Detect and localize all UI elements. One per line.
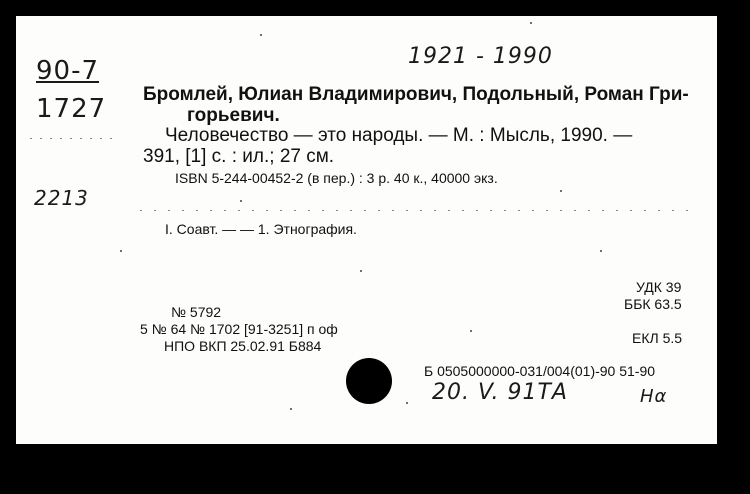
imprint-order-line: 5 № 64 № 1702 [91-3251] п оф [140, 321, 338, 337]
dotted-rule [30, 138, 120, 139]
author-heading-line1: Бромлей, Юлиан Владимирович, Подольный, Роман Гри- [143, 84, 689, 105]
speck [360, 270, 362, 272]
speck [560, 190, 562, 192]
speck [600, 250, 602, 252]
udk-code: УДК 39 [636, 279, 682, 295]
handwritten-initials: Нα [640, 386, 668, 407]
title-line2: 391, [1] с. : ил.; 27 см. [143, 146, 335, 167]
isbn-line: ISBN 5-244-00452-2 (в пер.) : 3 р. 40 к., 40000 экз. [175, 170, 498, 186]
speck [290, 408, 292, 410]
dotted-rule [140, 210, 700, 211]
speck [240, 200, 242, 202]
card-punch-hole [346, 358, 392, 404]
bbk-code: ББК 63.5 [624, 296, 682, 312]
speck [470, 330, 472, 332]
author-heading-line2: горьевич. [187, 105, 280, 126]
handwritten-mark-left: 2213 [34, 186, 89, 210]
handwritten-call-number-top: 90-7 [36, 56, 100, 86]
imprint-npo-line: НПО ВКП 25.02.91 Б884 [164, 338, 322, 354]
title-line1: Человечество — это народы. — М. : Мысль, 1990. — [165, 125, 633, 146]
speck [260, 34, 262, 36]
speck [120, 250, 122, 252]
imprint-number: № 5792 [171, 304, 222, 320]
ekl-code: ЕКЛ 5.5 [632, 330, 683, 346]
handwritten-date-stamp: 20. V. 91ТА [432, 380, 568, 405]
speck [530, 22, 532, 24]
speck [406, 402, 408, 404]
handwritten-years: 1921 - 1990 [408, 44, 553, 69]
subject-headings: I. Соавт. — — 1. Этнография. [165, 221, 357, 237]
handwritten-call-number-bottom: 1727 [36, 94, 107, 124]
publisher-code-line: Б 0505000000-031/004(01)-90 51-90 [424, 363, 656, 379]
